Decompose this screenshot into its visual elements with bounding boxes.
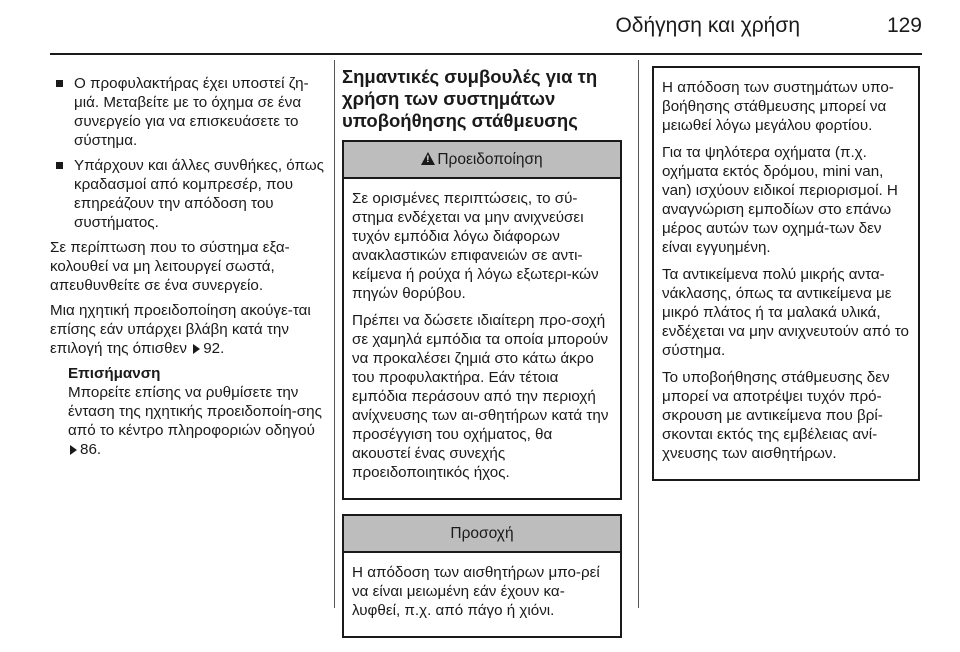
bullet-text: Υπάρχουν και άλλες συνθήκες, όπως κραδασμοί από κομπρεσέρ, που επηρεάζουν την απόδοση του συστήματος. (74, 157, 324, 231)
warning-header (344, 142, 620, 179)
caution-paragraph: Η απόδοση των αισθητήρων μπο-ρεί να είναι μειωμένη εάν έχουν κα-λυφθεί, π.χ. από πάγο ή χιόνι. (352, 564, 600, 619)
page-number: 129 (886, 14, 922, 37)
note-text: Μπορείτε επίσης να ρυθμίσετε την ένταση της ηχητικής προειδοποίη-σης από το κέντρο πληροφοριών οδηγού (68, 384, 322, 439)
bullet-square-icon (56, 80, 63, 87)
page-reference-link[interactable]: 86. (80, 441, 102, 458)
info-paragraph: Η απόδοση των συστημάτων υπο-βοήθησης στάθμευσης μπορεί να μειωθεί λόγω μεγάλου φορτίου. (662, 79, 894, 134)
warning-paragraph: Πρέπει να δώσετε ιδιαίτερη προ-σοχή σε χαμηλά εμπόδια τα οποία μπορούν να προκαλέσει ζημιά στο κάτω άκρο του προφυλακτήρα. Εάν τέτοια εμπόδια περάσουν από την περιοχή ανίχνευσης των αι-σθητήρων κατά την προσέγγιση του οχήματος, θα ακουστεί ένας συνεχής προειδοποιητικός ήχος. (352, 312, 609, 481)
page-reference-link[interactable]: 92. (203, 340, 225, 357)
paragraph: Σε περίπτωση που το σύστημα εξα-κολουθεί να μη λειτουργεί σωστά, απευθυνθείτε σε ένα συνεργείο. (50, 239, 290, 294)
column-divider (638, 60, 639, 608)
note-title: Επισήμανση (68, 365, 161, 382)
caution-box (342, 514, 622, 638)
paragraph-text: Μια ηχητική προειδοποίηση ακούγε-ται επίσης εάν υπάρχει βλάβη κατά την επιλογή της όπισθεν (50, 302, 311, 357)
note-block (50, 364, 326, 459)
paragraph-with-reference (50, 301, 326, 358)
info-paragraph: Για τα ψηλότερα οχήματα (π.χ. οχήματα εκτός δρόμου, mini van, van) ισχύουν ειδικοί περιορισμοί. Η αναγνώριση εμποδίων στο επάνω μέρος αυτών των οχημά-των δεν είναι εγγυημένη. (662, 144, 898, 256)
bullet-item (50, 156, 326, 232)
warning-title: Προειδοποίηση (437, 151, 543, 168)
header-rule (50, 53, 922, 55)
page-reference-arrow-icon (70, 445, 77, 455)
note-text-block (68, 383, 326, 459)
info-paragraph: Τα αντικείμενα πολύ μικρής αντα-νάκλασης, όπως τα αντικείμενα με μικρό πλάτος ή τα μαλακά υλικά, ενδέχεται να μην ανιχνευτούν από το σύστημα. (662, 266, 909, 359)
warning-body (344, 179, 620, 498)
bullet-text: Ο προφυλακτήρας έχει υποστεί ζη-μιά. Μεταβείτε με το όχημα σε ένα συνεργείο για να επισκευάσετε το σύστημα. (74, 75, 309, 149)
column-divider (334, 60, 335, 608)
warning-paragraph: Σε ορισμένες περιπτώσεις, το σύ-στημα ενδέχεται να μην ανιχνεύσει τυχόν εμπόδια λόγω διάφορων ανακλαστικών επιφανειών σε αντι-κείμενα ή ρούχα ή λόγω εξωτερι-κών πηγών θορύβου. (352, 190, 599, 302)
section-heading: Σημαντικές συμβουλές για τη χρήση των συστημάτων υποβοήθησης στάθμευσης (342, 66, 598, 131)
page-header-title: Οδήγηση και χρήση (615, 14, 800, 37)
left-column (50, 74, 326, 459)
info-box (652, 66, 920, 481)
middle-column (342, 66, 622, 652)
warning-triangle-icon (421, 152, 435, 165)
bullet-item (50, 74, 326, 150)
right-column (652, 66, 920, 481)
caution-body (344, 553, 620, 636)
bullet-square-icon (56, 162, 63, 169)
info-paragraph: Το υποβοήθησης στάθμευσης δεν μπορεί να αποτρέψει τυχόν πρό-σκρουση με αντικείμενα που βρί-σκονται εκτός της εμβέλειας ανί-χνευσης των αισθητήρων. (662, 369, 890, 462)
page-reference-arrow-icon (193, 344, 200, 354)
warning-box (342, 140, 622, 500)
caution-header: Προσοχή (344, 516, 620, 553)
